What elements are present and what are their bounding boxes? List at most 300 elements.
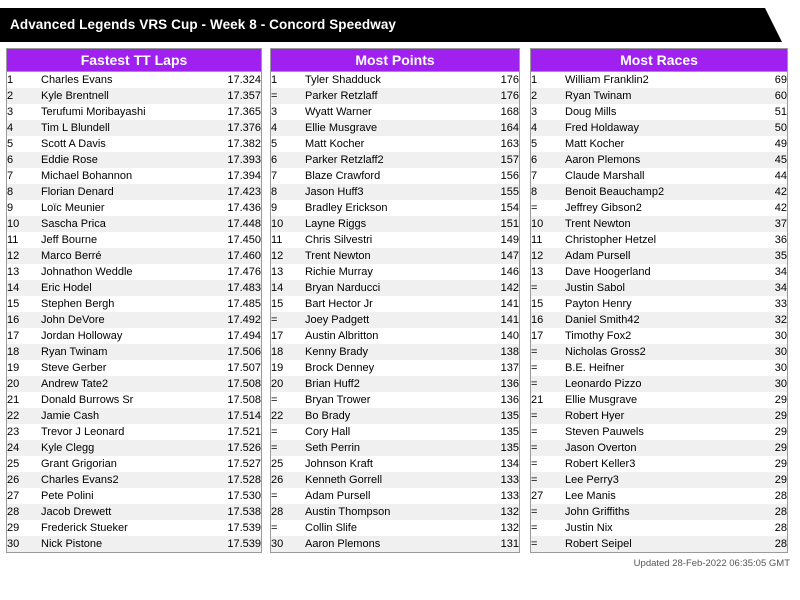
row-driver-name: Jeffrey Gibson2 — [565, 200, 763, 216]
table-body-most-races — [531, 72, 787, 552]
row-position: = — [531, 360, 565, 376]
table-row — [271, 520, 519, 536]
row-driver-name: Eddie Rose — [41, 152, 207, 168]
row-position: 17 — [271, 328, 305, 344]
row-driver-name: Seth Perrin — [305, 440, 481, 456]
row-value: 17.527 — [207, 456, 261, 472]
row-driver-name: Collin Slife — [305, 520, 481, 536]
row-driver-name: Florian Denard — [41, 184, 207, 200]
row-position: 26 — [7, 472, 41, 488]
row-value: 168 — [481, 104, 519, 120]
row-position: 8 — [531, 184, 565, 200]
row-position: = — [271, 392, 305, 408]
table-row — [7, 360, 261, 376]
row-position: 5 — [7, 136, 41, 152]
table-row — [271, 232, 519, 248]
row-driver-name: Trent Newton — [565, 216, 763, 232]
row-driver-name: Parker Retzlaff — [305, 88, 481, 104]
row-value: 45 — [763, 152, 787, 168]
row-driver-name: Bradley Erickson — [305, 200, 481, 216]
table-row — [531, 72, 787, 88]
table-body-most-points — [271, 72, 519, 552]
table-row — [531, 104, 787, 120]
row-position: 19 — [7, 360, 41, 376]
row-value: 51 — [763, 104, 787, 120]
table-row — [531, 232, 787, 248]
row-position: 30 — [271, 536, 305, 552]
row-position: 16 — [7, 312, 41, 328]
row-position: 6 — [271, 152, 305, 168]
row-position: = — [271, 440, 305, 456]
updated-timestamp: Updated 28-Feb-2022 06:35:05 GMT — [633, 558, 790, 569]
panel-title-most-points: Most Points — [271, 49, 519, 72]
table-row — [271, 120, 519, 136]
row-driver-name: Chris Silvestri — [305, 232, 481, 248]
row-driver-name: Charles Evans2 — [41, 472, 207, 488]
row-value: 17.393 — [207, 152, 261, 168]
table-row — [7, 440, 261, 456]
table-row — [7, 280, 261, 296]
table-row — [271, 344, 519, 360]
row-value: 17.365 — [207, 104, 261, 120]
row-driver-name: Cory Hall — [305, 424, 481, 440]
table-row — [271, 264, 519, 280]
table-row — [271, 472, 519, 488]
table-row — [531, 184, 787, 200]
row-driver-name: Johnathon Weddle — [41, 264, 207, 280]
row-value: 17.485 — [207, 296, 261, 312]
table-row — [271, 360, 519, 376]
row-position: 11 — [7, 232, 41, 248]
row-position: 11 — [531, 232, 565, 248]
table-row — [271, 152, 519, 168]
row-position: 12 — [7, 248, 41, 264]
table-row — [7, 536, 261, 552]
row-position: 3 — [531, 104, 565, 120]
row-value: 34 — [763, 280, 787, 296]
row-position: 30 — [7, 536, 41, 552]
row-driver-name: Steven Pauwels — [565, 424, 763, 440]
row-value: 142 — [481, 280, 519, 296]
table-row — [7, 88, 261, 104]
row-value: 17.494 — [207, 328, 261, 344]
row-driver-name: Bart Hector Jr — [305, 296, 481, 312]
row-position: 16 — [531, 312, 565, 328]
row-driver-name: Layne Riggs — [305, 216, 481, 232]
row-position: 17 — [531, 328, 565, 344]
table-row — [271, 328, 519, 344]
row-position: 24 — [7, 440, 41, 456]
row-position: 27 — [531, 488, 565, 504]
row-position: 15 — [7, 296, 41, 312]
row-value: 141 — [481, 296, 519, 312]
row-value: 29 — [763, 392, 787, 408]
row-position: 14 — [7, 280, 41, 296]
table-row — [7, 328, 261, 344]
row-position: 15 — [271, 296, 305, 312]
table-row — [7, 184, 261, 200]
row-driver-name: Bryan Narducci — [305, 280, 481, 296]
row-value: 37 — [763, 216, 787, 232]
row-driver-name: Grant Grigorian — [41, 456, 207, 472]
table-row — [531, 280, 787, 296]
table-row — [271, 408, 519, 424]
row-value: 28 — [763, 536, 787, 552]
row-value: 135 — [481, 408, 519, 424]
row-position: 2 — [7, 88, 41, 104]
row-driver-name: Ryan Twinam — [565, 88, 763, 104]
row-value: 29 — [763, 424, 787, 440]
row-position: = — [531, 456, 565, 472]
row-value: 33 — [763, 296, 787, 312]
row-driver-name: Trent Newton — [305, 248, 481, 264]
row-value: 149 — [481, 232, 519, 248]
table-row — [7, 488, 261, 504]
row-driver-name: Scott A Davis — [41, 136, 207, 152]
panel-most-races — [530, 48, 788, 553]
row-position: 22 — [7, 408, 41, 424]
row-position: 27 — [7, 488, 41, 504]
row-position: 15 — [531, 296, 565, 312]
row-position: 28 — [271, 504, 305, 520]
row-driver-name: Kenneth Gorrell — [305, 472, 481, 488]
row-driver-name: Eric Hodel — [41, 280, 207, 296]
row-value: 17.526 — [207, 440, 261, 456]
table-most-races — [531, 72, 787, 552]
row-position: 5 — [531, 136, 565, 152]
row-driver-name: Claude Marshall — [565, 168, 763, 184]
row-value: 17.538 — [207, 504, 261, 520]
row-driver-name: Charles Evans — [41, 72, 207, 88]
row-position: 1 — [271, 72, 305, 88]
table-body-fastest-tt-laps — [7, 72, 261, 552]
panel-fastest-tt-laps — [6, 48, 262, 553]
row-driver-name: Robert Keller3 — [565, 456, 763, 472]
row-value: 146 — [481, 264, 519, 280]
row-driver-name: William Franklin2 — [565, 72, 763, 88]
row-driver-name: Bo Brady — [305, 408, 481, 424]
row-driver-name: Joey Padgett — [305, 312, 481, 328]
row-driver-name: Aaron Plemons — [305, 536, 481, 552]
row-driver-name: Ryan Twinam — [41, 344, 207, 360]
row-driver-name: Robert Hyer — [565, 408, 763, 424]
row-value: 147 — [481, 248, 519, 264]
row-position: 4 — [7, 120, 41, 136]
row-position: 28 — [7, 504, 41, 520]
row-position: 18 — [7, 344, 41, 360]
table-row — [7, 120, 261, 136]
table-most-points — [271, 72, 519, 552]
row-value: 17.508 — [207, 376, 261, 392]
row-driver-name: Bryan Trower — [305, 392, 481, 408]
row-driver-name: Jason Overton — [565, 440, 763, 456]
row-position: 13 — [7, 264, 41, 280]
row-driver-name: Payton Henry — [565, 296, 763, 312]
row-driver-name: Richie Murray — [305, 264, 481, 280]
row-driver-name: Frederick Stueker — [41, 520, 207, 536]
row-position: = — [531, 536, 565, 552]
row-driver-name: Parker Retzlaff2 — [305, 152, 481, 168]
row-driver-name: Christopher Hetzel — [565, 232, 763, 248]
row-value: 36 — [763, 232, 787, 248]
table-row — [271, 104, 519, 120]
row-position: 25 — [7, 456, 41, 472]
row-driver-name: Justin Sabol — [565, 280, 763, 296]
row-position: 9 — [271, 200, 305, 216]
row-value: 176 — [481, 88, 519, 104]
row-driver-name: Ellie Musgrave — [565, 392, 763, 408]
table-row — [531, 392, 787, 408]
table-row — [7, 520, 261, 536]
row-position: 17 — [7, 328, 41, 344]
row-driver-name: Kyle Clegg — [41, 440, 207, 456]
row-driver-name: Donald Burrows Sr — [41, 392, 207, 408]
row-value: 30 — [763, 376, 787, 392]
row-driver-name: Andrew Tate2 — [41, 376, 207, 392]
table-row — [531, 296, 787, 312]
row-value: 132 — [481, 504, 519, 520]
row-position: 7 — [531, 168, 565, 184]
table-row — [531, 424, 787, 440]
row-driver-name: Fred Holdaway — [565, 120, 763, 136]
table-row — [531, 200, 787, 216]
table-row — [271, 312, 519, 328]
table-row — [531, 360, 787, 376]
row-position: = — [531, 280, 565, 296]
row-value: 17.450 — [207, 232, 261, 248]
table-row — [531, 344, 787, 360]
table-row — [7, 216, 261, 232]
table-row — [531, 248, 787, 264]
row-position: 12 — [271, 248, 305, 264]
row-value: 44 — [763, 168, 787, 184]
table-row — [531, 408, 787, 424]
row-value: 17.357 — [207, 88, 261, 104]
row-position: 6 — [7, 152, 41, 168]
table-row — [271, 168, 519, 184]
row-value: 157 — [481, 152, 519, 168]
row-value: 176 — [481, 72, 519, 88]
row-position: 10 — [271, 216, 305, 232]
row-driver-name: Jordan Holloway — [41, 328, 207, 344]
table-row — [271, 280, 519, 296]
row-driver-name: Brian Huff2 — [305, 376, 481, 392]
row-driver-name: Leonardo Pizzo — [565, 376, 763, 392]
table-row — [531, 136, 787, 152]
table-row — [7, 264, 261, 280]
table-row — [271, 248, 519, 264]
row-driver-name: Tim L Blundell — [41, 120, 207, 136]
row-value: 133 — [481, 488, 519, 504]
table-row — [271, 216, 519, 232]
table-row — [7, 104, 261, 120]
row-driver-name: Doug Mills — [565, 104, 763, 120]
row-value: 50 — [763, 120, 787, 136]
row-driver-name: John Griffiths — [565, 504, 763, 520]
row-driver-name: Stephen Bergh — [41, 296, 207, 312]
table-row — [531, 488, 787, 504]
row-value: 156 — [481, 168, 519, 184]
row-position: 7 — [271, 168, 305, 184]
row-value: 17.530 — [207, 488, 261, 504]
table-row — [7, 312, 261, 328]
table-row — [7, 248, 261, 264]
row-position: = — [531, 408, 565, 424]
row-value: 140 — [481, 328, 519, 344]
row-position: = — [531, 376, 565, 392]
row-position: 14 — [271, 280, 305, 296]
row-position: 4 — [531, 120, 565, 136]
row-value: 136 — [481, 376, 519, 392]
table-row — [531, 88, 787, 104]
row-value: 32 — [763, 312, 787, 328]
row-driver-name: Jacob Drewett — [41, 504, 207, 520]
row-value: 69 — [763, 72, 787, 88]
table-row — [271, 504, 519, 520]
row-position: 10 — [531, 216, 565, 232]
row-value: 155 — [481, 184, 519, 200]
table-row — [7, 408, 261, 424]
row-value: 30 — [763, 360, 787, 376]
row-driver-name: Sascha Prica — [41, 216, 207, 232]
row-value: 35 — [763, 248, 787, 264]
table-row — [531, 504, 787, 520]
row-position: 23 — [7, 424, 41, 440]
row-driver-name: Ellie Musgrave — [305, 120, 481, 136]
table-row — [271, 200, 519, 216]
row-position: 6 — [531, 152, 565, 168]
row-value: 17.460 — [207, 248, 261, 264]
row-position: 26 — [271, 472, 305, 488]
row-driver-name: B.E. Heifner — [565, 360, 763, 376]
row-value: 28 — [763, 520, 787, 536]
row-position: = — [531, 344, 565, 360]
panel-title-fastest-tt-laps: Fastest TT Laps — [7, 49, 261, 72]
row-value: 17.539 — [207, 536, 261, 552]
row-position: = — [271, 520, 305, 536]
row-position: 8 — [271, 184, 305, 200]
row-position: 9 — [7, 200, 41, 216]
row-value: 17.492 — [207, 312, 261, 328]
row-position: 20 — [7, 376, 41, 392]
row-position: 3 — [271, 104, 305, 120]
row-position: 10 — [7, 216, 41, 232]
row-driver-name: Lee Perry3 — [565, 472, 763, 488]
table-row — [7, 72, 261, 88]
row-driver-name: Justin Nix — [565, 520, 763, 536]
row-value: 17.539 — [207, 520, 261, 536]
row-position: 18 — [271, 344, 305, 360]
table-row — [271, 536, 519, 552]
table-row — [531, 264, 787, 280]
row-driver-name: Terufumi Moribayashi — [41, 104, 207, 120]
table-row — [7, 504, 261, 520]
row-value: 29 — [763, 472, 787, 488]
table-row — [531, 472, 787, 488]
row-value: 17.514 — [207, 408, 261, 424]
table-row — [7, 456, 261, 472]
row-position: 7 — [7, 168, 41, 184]
row-value: 137 — [481, 360, 519, 376]
row-value: 154 — [481, 200, 519, 216]
table-row — [531, 328, 787, 344]
row-value: 34 — [763, 264, 787, 280]
row-position: = — [531, 520, 565, 536]
table-row — [531, 536, 787, 552]
row-value: 28 — [763, 504, 787, 520]
table-row — [271, 376, 519, 392]
table-row — [531, 120, 787, 136]
row-position: 13 — [531, 264, 565, 280]
row-value: 60 — [763, 88, 787, 104]
row-position: 21 — [7, 392, 41, 408]
row-position: 11 — [271, 232, 305, 248]
row-value: 136 — [481, 392, 519, 408]
row-driver-name: Nick Pistone — [41, 536, 207, 552]
table-row — [7, 424, 261, 440]
row-driver-name: John DeVore — [41, 312, 207, 328]
row-position: 4 — [271, 120, 305, 136]
row-value: 17.376 — [207, 120, 261, 136]
row-value: 17.476 — [207, 264, 261, 280]
row-value: 49 — [763, 136, 787, 152]
row-value: 17.521 — [207, 424, 261, 440]
row-driver-name: Adam Pursell — [305, 488, 481, 504]
row-value: 42 — [763, 200, 787, 216]
row-value: 30 — [763, 344, 787, 360]
row-value: 135 — [481, 424, 519, 440]
table-row — [271, 296, 519, 312]
row-position: 1 — [531, 72, 565, 88]
row-position: = — [271, 312, 305, 328]
table-row — [7, 152, 261, 168]
row-value: 134 — [481, 456, 519, 472]
row-driver-name: Johnson Kraft — [305, 456, 481, 472]
row-position: = — [271, 424, 305, 440]
row-driver-name: Steve Gerber — [41, 360, 207, 376]
row-value: 29 — [763, 440, 787, 456]
row-driver-name: Kyle Brentnell — [41, 88, 207, 104]
row-value: 28 — [763, 488, 787, 504]
row-driver-name: Kenny Brady — [305, 344, 481, 360]
panel-most-points — [270, 48, 520, 553]
row-value: 163 — [481, 136, 519, 152]
row-value: 133 — [481, 472, 519, 488]
table-row — [271, 488, 519, 504]
row-driver-name: Benoit Beauchamp2 — [565, 184, 763, 200]
row-position: 12 — [531, 248, 565, 264]
table-row — [7, 168, 261, 184]
row-driver-name: Loïc Meunier — [41, 200, 207, 216]
row-driver-name: Brock Denney — [305, 360, 481, 376]
row-position: 21 — [531, 392, 565, 408]
table-row — [7, 200, 261, 216]
row-driver-name: Dave Hoogerland — [565, 264, 763, 280]
table-row — [531, 216, 787, 232]
row-position: 20 — [271, 376, 305, 392]
row-driver-name: Trevor J Leonard — [41, 424, 207, 440]
row-position: 25 — [271, 456, 305, 472]
row-value: 138 — [481, 344, 519, 360]
row-value: 135 — [481, 440, 519, 456]
row-position: 8 — [7, 184, 41, 200]
row-driver-name: Adam Pursell — [565, 248, 763, 264]
table-row — [271, 184, 519, 200]
row-value: 30 — [763, 328, 787, 344]
row-position: = — [271, 88, 305, 104]
table-row — [531, 376, 787, 392]
table-row — [7, 392, 261, 408]
